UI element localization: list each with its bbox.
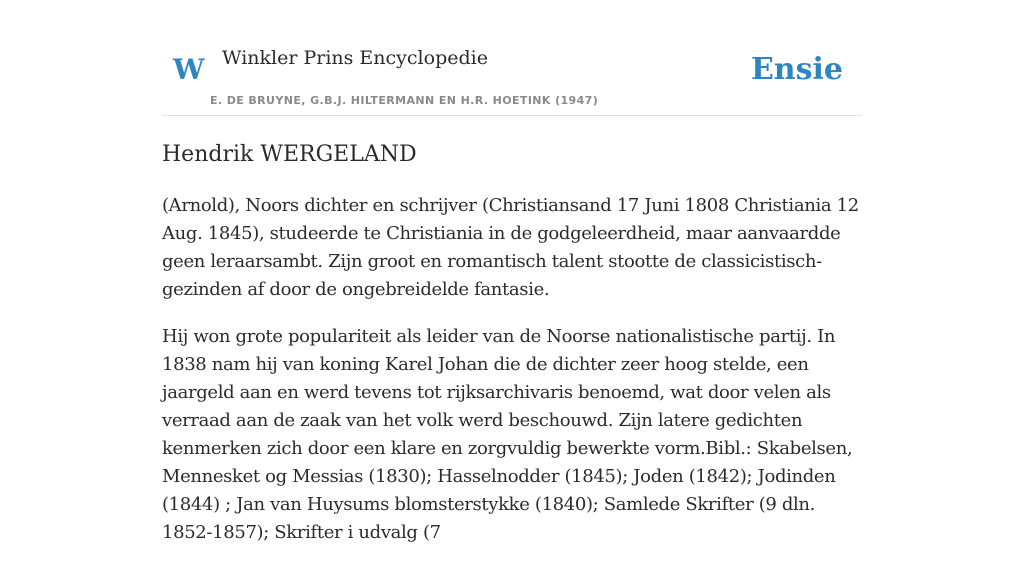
site-logo[interactable]: W — [173, 53, 205, 86]
page — [162, 0, 862, 543]
site-title[interactable]: Winkler Prins Encyclopedie — [222, 47, 488, 69]
article-body — [162, 192, 862, 566]
site-subtitle: E. DE BRUYNE, G.B.J. HILTERMANN EN H.R. HOETINK (1947) — [210, 94, 599, 107]
article-paragraph: (Arnold), Noors dichter en schrijver (Christiansand 17 Juni 1808 Christiania 12 Aug. 1845), studeerde te Christiania in de godgeleerdheid, maar aanvaardde geen leraarsambt. Zijn groot en romantisch talent stootte de classicistisch-gezinden af door de ongebreidelde fantasie. — [162, 195, 859, 300]
article-paragraph: Hij won grote populariteit als leider van de Noorse nationalistische partij. In 1838 nam hij van koning Karel Johan die de dichter zeer hoog stelde, een jaargeld aan en werd tevens tot rijksarchivaris benoemd, wat door velen als verraad aan de zaak van het volk werd beschouwd. Zijn latere gedichten kenmerken zich door een klare en zorgvuldig bewerkte vorm.Bibl.: Skabelsen, Mennesket og Messias (1830); Hasselnodder (1845); Joden (1842); Jodinden (1844) ; Jan van Huysums blomsterstykke (1840); Samlede Skrifter (9 dln. 1852-1857); Skrifter i udvalg (7 — [162, 326, 853, 543]
brand-logo[interactable]: Ensie — [750, 52, 843, 87]
site-header — [162, 0, 862, 116]
article-title: Hendrik WERGELAND — [162, 142, 417, 167]
